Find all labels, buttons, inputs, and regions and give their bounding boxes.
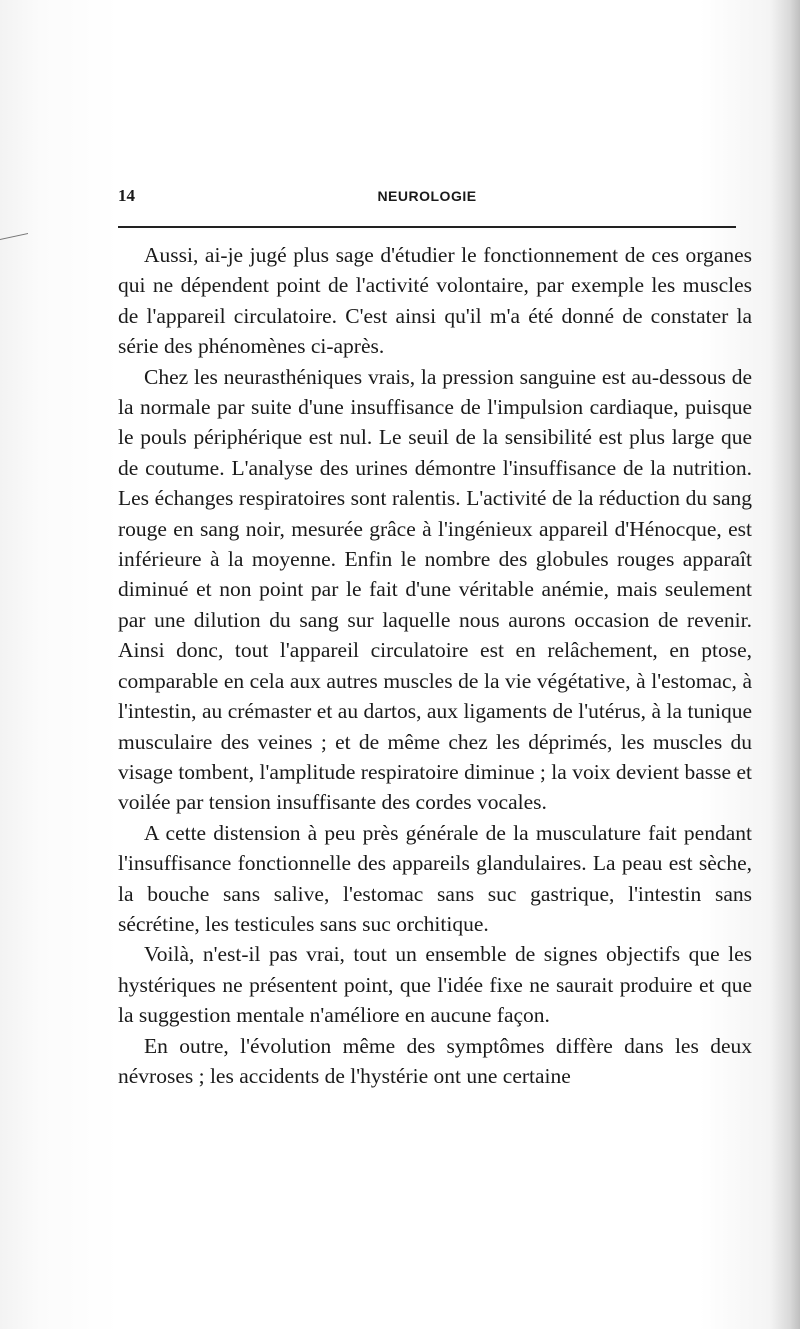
- page-header: [118, 186, 736, 212]
- margin-pen-mark: [0, 225, 28, 240]
- running-head: NEUROLOGIE: [377, 188, 477, 204]
- paragraph: En outre, l'évolution même des symptômes diffère dans les deux névroses ; les accidents de l'hystérie ont une certaine: [118, 1033, 752, 1088]
- paragraph: Chez les neurasthéniques vrais, la pression sanguine est au-dessous de la normale par suite d'une insuffisance de l'impulsion cardiaque, puisque le pouls périphérique est nul. Le seuil de la sensibilité est plus large que de coutume. L'analyse des urines démontre l'insuffisance de la nutrition. Les échanges respiratoires sont ralentis. L'activité de la réduction du sang rouge en sang noir, mesurée grâce à l'ingénieux appareil d'Hénocque, est inférieure à la moyenne. Enfin le nombre des globules rouges apparaît diminué et non point par le fait d'une véritable anémie, mais seulement par une dilution du sang sur laquelle nous aurons occasion de revenir. Ainsi donc, tout l'appareil circulatoire est en relâchement, en ptose, comparable en cela aux autres muscles de la vie végétative, à l'estomac, à l'intestin, au crémaster et au dartos, aux ligaments de l'utérus, à la tunique musculaire des veines ; et de même chez les déprimés, les muscles du visage tombent, l'amplitude respiratoire diminue ; la voix devient basse et voilée par tension insuffisante des cordes vocales.: [118, 364, 752, 815]
- paragraph: Voilà, n'est-il pas vrai, tout un ensemble de signes objectifs que les hystériques ne présentent point, que l'idée fixe ne saurait produire et que la suggestion mentale n'améliore en aucune façon.: [118, 942, 752, 1028]
- paragraph: Aussi, ai-je jugé plus sage d'étudier le fonctionnement de ces organes qui ne dépendent point de l'activité volontaire, par exemple les muscles de l'appareil circulatoire. C'est ainsi qu'il m'a été donné de constater la série des phénomènes ci-après.: [118, 243, 752, 359]
- header-rule: [118, 226, 736, 228]
- paragraph: A cette distension à peu près générale de la musculature fait pendant l'insuffisance fonctionnelle des appareils glandulaires. La peau est sèche, la bouche sans salive, l'estomac sans suc gastrique, l'intestin sans sécrétine, les testicules sans suc orchitique.: [118, 820, 752, 936]
- body-text: [118, 240, 752, 1091]
- page-number: 14: [118, 186, 135, 205]
